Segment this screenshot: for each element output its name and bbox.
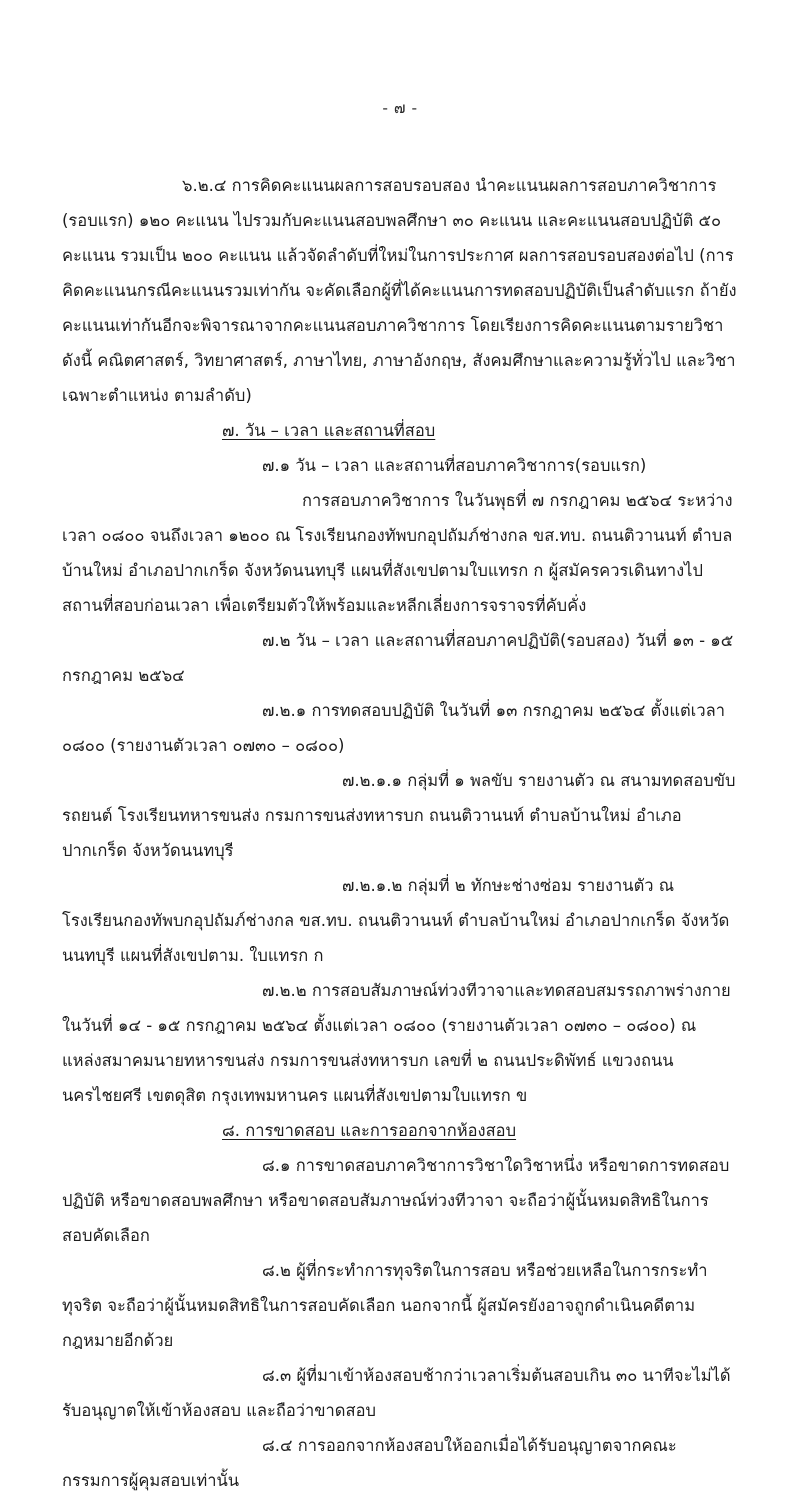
paragraph-para-7-2-1 <box>62 693 738 763</box>
paragraph-para-8-2 <box>62 1253 738 1358</box>
paragraph-text: ๗.๒ วัน – เวลา และสถานที่สอบภาคปฏิบัติ(รอบสอง) วันที่ ๑๓ - ๑๕ กรกฎาคม ๒๕๖๔ <box>62 631 734 685</box>
paragraph-text: ๗.๑ วัน – เวลา และสถานที่สอบภาควิชาการ(รอบแรก) <box>262 456 647 475</box>
paragraph-para-6-2-4 <box>62 168 738 413</box>
paragraph-text: ๗. วัน – เวลา และสถานที่สอบ <box>222 421 436 440</box>
paragraph-text: ๗.๒.๒ การสอบสัมภาษณ์ท่วงทีวาจาและทดสอบสมรรถภาพร่างกาย ในวันที่ ๑๔ - ๑๕ กรกฎาคม ๒๕๖๔ ตั้งแต่เวลา ๐๘๐๐ (รายงานตัวเวลา ๐๗๓๐ – ๐๘๐๐) ณ แหล่งสมาคมนายทหารขนส่ง กรมการขนส่งทหารบก เลขที่ ๒ ถนนประดิพัทธ์ แขวงถนนนครไชยศรี เขตดุสิต กรุงเทพมหานคร แผนที่สังเขปตามใบแทรก ข <box>62 981 731 1105</box>
paragraph-text: ๗.๒.๑ การทดสอบปฏิบัติ ในวันที่ ๑๓ กรกฎาคม ๒๕๖๔ ตั้งแต่เวลา ๐๘๐๐ (รายงานตัวเวลา ๐๗๓๐ – ๐๘๐๐) <box>62 701 725 755</box>
paragraph-para-8-3 <box>62 1358 738 1428</box>
paragraph-text: การสอบภาควิชาการ ในวันพุธที่ ๗ กรกฎาคม ๒๕๖๔ ระหว่างเวลา ๐๘๐๐ จนถึงเวลา ๑๒๐๐ ณ โรงเรียนกองทัพบกอุปถัมภ์ช่างกล ขส.ทบ. ถนนติวานนท์ ตำบลบ้านใหม่ อำเภอปากเกร็ด จังหวัดนนทบุรี แผนที่สังเขปตามใบแทรก ก ผู้สมัครควรเดินทางไปสถานที่สอบก่อนเวลา เพื่อเตรียมตัวให้พร้อมและหลีกเลี่ยงการจราจรที่คับคั่ง <box>62 491 733 615</box>
paragraph-head-7 <box>62 413 738 448</box>
paragraph-text: ๗.๒.๑.๑ กลุ่มที่ ๑ พลขับ รายงานตัว ณ สนามทดสอบขับรถยนต์ โรงเรียนทหารขนส่ง กรมการขนส่งทหารบก ถนนติวานนท์ ตำบลบ้านใหม่ อำเภอปากเกร็ด จังหวัดนนทบุรี <box>62 771 736 860</box>
paragraph-text: ๘.๒ ผู้ที่กระทำการทุจริตในการสอบ หรือช่วยเหลือในการกระทำทุจริต จะถือว่าผู้นั้นหมดสิทธิในการสอบคัดเลือก นอกจากนี้ ผู้สมัครยังอาจถูกดำเนินคดีตามกฎหมายอีกด้วย <box>62 1261 708 1350</box>
paragraph-text: ๘.๑ การขาดสอบภาควิชาการวิชาใดวิชาหนึ่ง หรือขาดการทดสอบปฏิบัติ หรือขาดสอบพลศึกษา หรือขาดสอบสัมภาษณ์ท่วงทีวาจา จะถือว่าผู้นั้นหมดสิทธิในการสอบคัดเลือก <box>62 1156 730 1245</box>
paragraph-text: ๘. การขาดสอบ และการออกจากห้องสอบ <box>222 1121 517 1140</box>
paragraph-para-8-4 <box>62 1428 738 1498</box>
paragraph-para-8-1 <box>62 1148 738 1253</box>
paragraph-text: ๖.๒.๔ การคิดคะแนนผลการสอบรอบสอง นำคะแนนผลการสอบภาควิชาการ (รอบแรก) ๑๒๐ คะแนน ไปรวมกับคะแนนสอบพลศึกษา ๓๐ คะแนน และคะแนนสอบปฏิบัติ ๕๐ คะแนน รวมเป็น ๒๐๐ คะแนน แล้วจัดลำดับที่ใหม่ในการประกาศ ผลการสอบรอบสองต่อไป (การคิดคะแนนกรณีคะแนนรวมเท่ากัน จะคัดเลือกผู้ที่ได้คะแนนการทดสอบปฏิบัติเป็นลำดับแรก ถ้ายังคะแนนเท่ากันอีกจะพิจารณาจากคะแนนสอบภาควิชาการ โดยเรียงการคิดคะแนนตามรายวิชาดังนี้ คณิตศาสตร์, วิทยาศาสตร์, ภาษาไทย, ภาษาอังกฤษ, สังคมศึกษาและความรู้ทั่วไป และวิชาเฉพาะตำแหน่ง ตามลำดับ) <box>62 176 737 405</box>
paragraph-text: ๘.๓ ผู้ที่มาเข้าห้องสอบช้ากว่าเวลาเริ่มต้นสอบเกิน ๓๐ นาทีจะไม่ได้รับอนุญาตให้เข้าห้องสอบ และถือว่าขาดสอบ <box>62 1366 731 1420</box>
paragraph-para-7-2 <box>62 623 738 693</box>
paragraph-text: ๘.๔ การออกจากห้องสอบให้ออกเมื่อได้รับอนุญาตจากคณะกรรมการผู้คุมสอบเท่านั้น <box>62 1436 677 1490</box>
paragraph-para-7-2-1-1 <box>62 763 738 868</box>
document-body <box>62 168 738 1498</box>
paragraph-para-7-2-2 <box>62 973 738 1113</box>
paragraph-para-7-2-1-2 <box>62 868 738 973</box>
paragraph-text: ๗.๒.๑.๒ กลุ่มที่ ๒ ทักษะช่างซ่อม รายงานตัว ณ โรงเรียนกองทัพบกอุปถัมภ์ช่างกล ขส.ทบ. ถนนติวานนท์ ตำบลบ้านใหม่ อำเภอปากเกร็ด จังหวัดนนทบุรี แผนที่สังเขปตาม. ใบแทรก ก <box>62 876 730 965</box>
paragraph-head-8 <box>62 1113 738 1148</box>
page-number: - ๗ - <box>382 99 418 117</box>
paragraph-para-7-1-body <box>62 483 738 623</box>
paragraph-para-7-1 <box>62 448 738 483</box>
